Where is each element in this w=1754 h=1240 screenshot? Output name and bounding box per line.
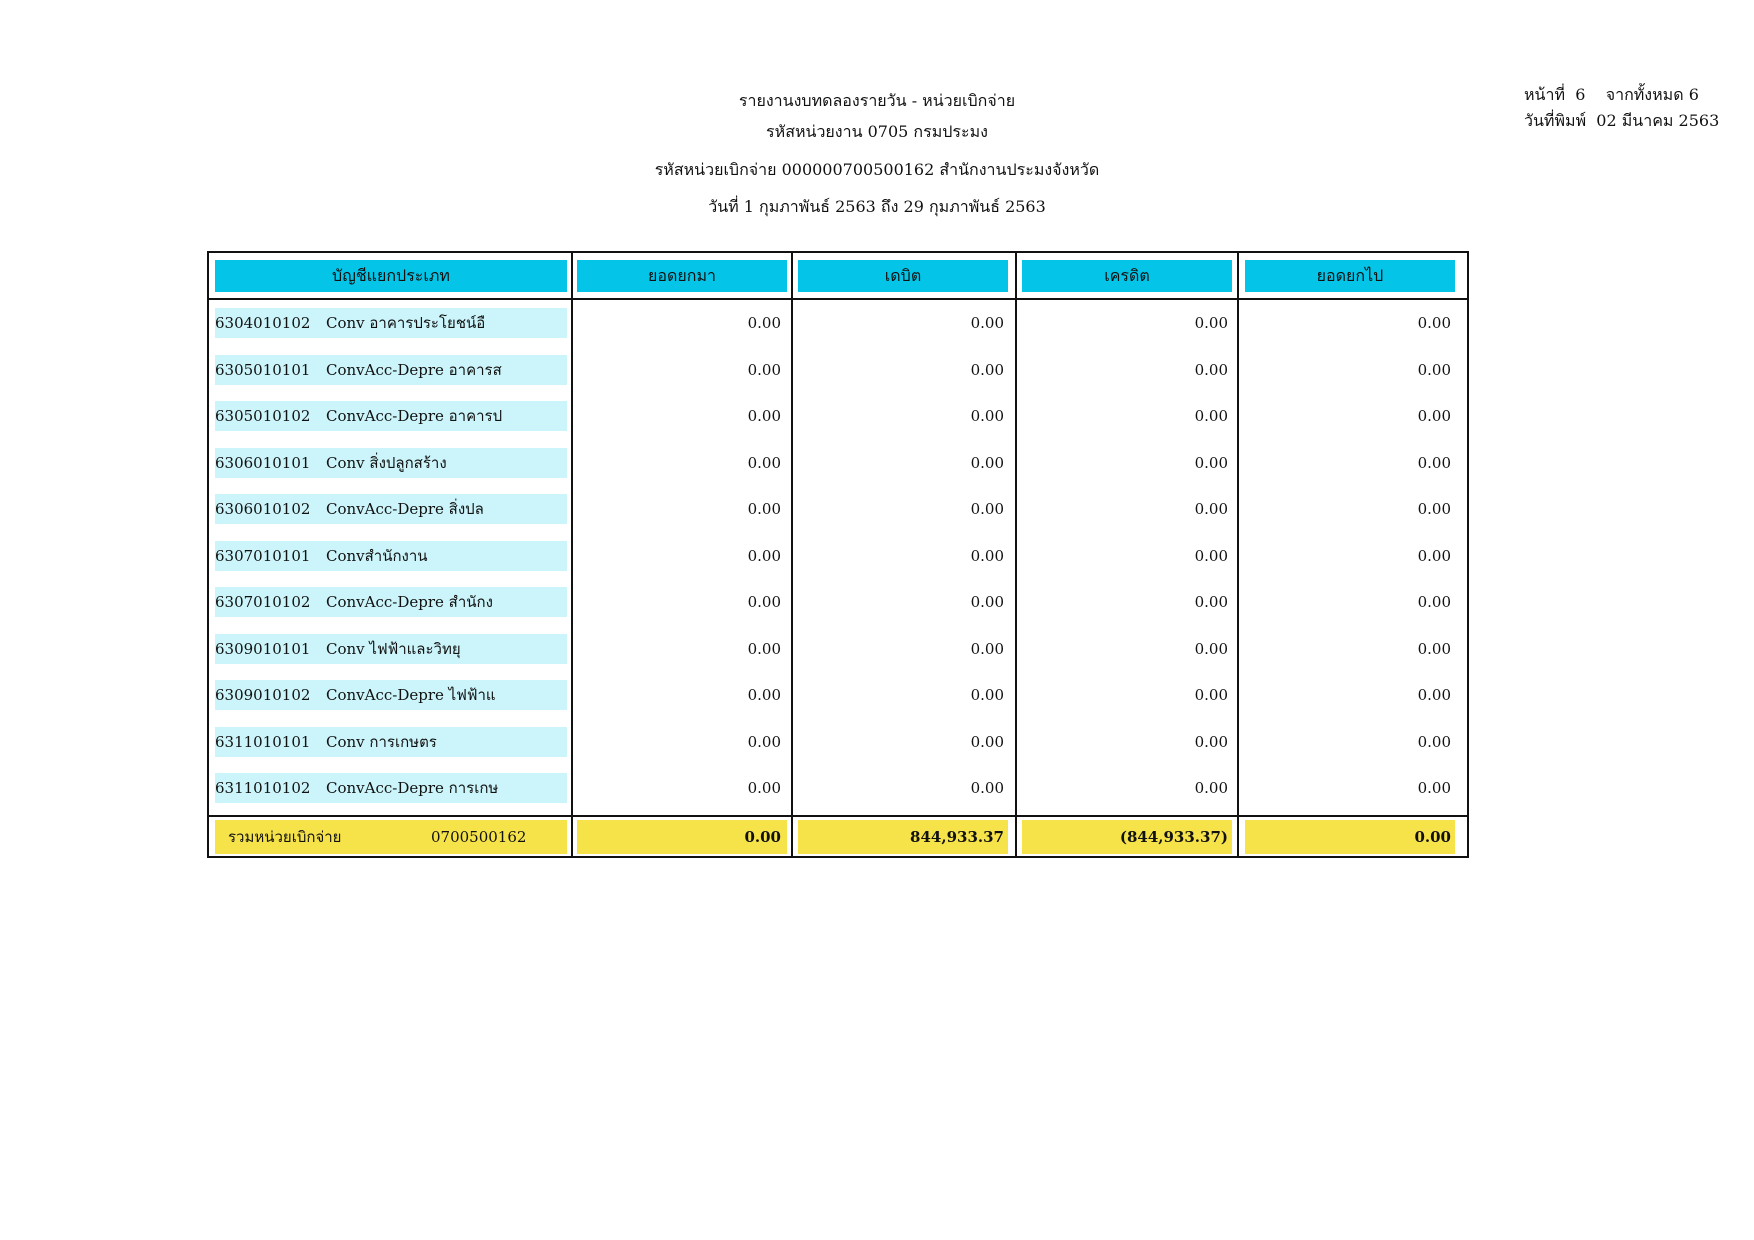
credit-value: 0.00 <box>1194 593 1228 611</box>
table-top-border <box>207 251 1469 253</box>
credit-value: 0.00 <box>1194 407 1228 425</box>
account-code: 6307010101 <box>215 547 311 565</box>
debit-value: 0.00 <box>970 640 1004 658</box>
account-name: ConvAcc-Depre ไฟฟ้าแ <box>326 686 496 704</box>
total-unit-code: 0700500162 <box>431 828 527 846</box>
total-top-border <box>207 815 1469 817</box>
table-row <box>207 541 1469 571</box>
account-code: 6305010101 <box>215 361 311 379</box>
table-row <box>207 494 1469 524</box>
column-header-account: บัญชีแยกประเภท <box>215 260 567 292</box>
credit-value: 0.00 <box>1194 779 1228 797</box>
credit-value: 0.00 <box>1194 686 1228 704</box>
brought-forward-value: 0.00 <box>747 314 781 332</box>
account-code: 6309010101 <box>215 640 311 658</box>
trial-balance-table <box>207 251 1469 858</box>
credit-value: 0.00 <box>1194 314 1228 332</box>
account-name: ConvAcc-Depre สำนักง <box>326 593 493 611</box>
brought-forward-value: 0.00 <box>747 454 781 472</box>
debit-value: 0.00 <box>970 361 1004 379</box>
carried-forward-value: 0.00 <box>1417 500 1451 518</box>
account-code: 6305010102 <box>215 407 311 425</box>
account-code: 6307010102 <box>215 593 311 611</box>
total-label: รวมหน่วยเบิกจ่าย <box>228 828 342 846</box>
brought-forward-value: 0.00 <box>747 733 781 751</box>
brought-forward-value: 0.00 <box>747 779 781 797</box>
account-code: 6306010102 <box>215 500 311 518</box>
total-brought-forward: 0.00 <box>744 828 781 846</box>
account-name: ConvAcc-Depre อาคารส <box>326 361 502 379</box>
debit-value: 0.00 <box>970 779 1004 797</box>
table-bottom-border <box>207 856 1469 858</box>
carried-forward-value: 0.00 <box>1417 407 1451 425</box>
credit-value: 0.00 <box>1194 733 1228 751</box>
brought-forward-value: 0.00 <box>747 407 781 425</box>
debit-value: 0.00 <box>970 593 1004 611</box>
table-row <box>207 587 1469 617</box>
agency-line: รหัสหน่วยงาน 0705 กรมประมง <box>766 122 988 141</box>
brought-forward-value: 0.00 <box>747 500 781 518</box>
disbursement-unit-line: รหัสหน่วยเบิกจ่าย 000000700500162 สำนักงานประมงจังหวัด <box>654 160 1100 179</box>
account-name: Conv ไฟฟ้าและวิทยุ <box>326 640 461 658</box>
debit-value: 0.00 <box>970 733 1004 751</box>
table-row <box>207 680 1469 710</box>
header-bottom-border <box>207 298 1469 300</box>
carried-forward-value: 0.00 <box>1417 779 1451 797</box>
account-name: ConvAcc-Depre การเกษ <box>326 779 499 797</box>
account-code: 6311010102 <box>215 779 311 797</box>
carried-forward-value: 0.00 <box>1417 314 1451 332</box>
brought-forward-value: 0.00 <box>747 547 781 565</box>
debit-value: 0.00 <box>970 500 1004 518</box>
column-header-credit: เครดิต <box>1022 260 1232 292</box>
column-header-carried-forward: ยอดยกไป <box>1245 260 1455 292</box>
debit-value: 0.00 <box>970 314 1004 332</box>
credit-value: 0.00 <box>1194 547 1228 565</box>
column-header-debit: เดบิต <box>798 260 1008 292</box>
table-row <box>207 773 1469 803</box>
debit-value: 0.00 <box>970 686 1004 704</box>
carried-forward-value: 0.00 <box>1417 547 1451 565</box>
debit-value: 0.00 <box>970 407 1004 425</box>
account-name: Conv อาคารประโยชน์อื <box>326 314 486 332</box>
total-credit: (844,933.37) <box>1119 828 1228 846</box>
carried-forward-value: 0.00 <box>1417 733 1451 751</box>
column-header-brought-forward: ยอดยกมา <box>577 260 787 292</box>
account-name: ConvAcc-Depre อาคารป <box>326 407 503 425</box>
report-title: รายงานงบทดลองรายวัน - หน่วยเบิกจ่าย <box>738 91 1016 110</box>
period-line: วันที่ 1 กุมภาพันธ์ 2563 ถึง 29 กุมภาพันธ์ 2563 <box>708 197 1046 216</box>
account-name: ConvAcc-Depre สิ่งปล <box>326 500 484 518</box>
table-row <box>207 727 1469 757</box>
table-row <box>207 634 1469 664</box>
debit-value: 0.00 <box>970 547 1004 565</box>
table-row <box>207 355 1469 385</box>
credit-value: 0.00 <box>1194 361 1228 379</box>
credit-value: 0.00 <box>1194 500 1228 518</box>
credit-value: 0.00 <box>1194 640 1228 658</box>
carried-forward-value: 0.00 <box>1417 361 1451 379</box>
carried-forward-value: 0.00 <box>1417 686 1451 704</box>
brought-forward-value: 0.00 <box>747 686 781 704</box>
table-row <box>207 308 1469 338</box>
table-row <box>207 401 1469 431</box>
carried-forward-value: 0.00 <box>1417 640 1451 658</box>
debit-value: 0.00 <box>970 454 1004 472</box>
total-carried-forward: 0.00 <box>1414 828 1451 846</box>
account-code: 6304010102 <box>215 314 311 332</box>
account-name: Convสำนักงาน <box>326 547 428 565</box>
account-name: Conv สิ่งปลูกสร้าง <box>326 454 447 472</box>
account-code: 6311010101 <box>215 733 311 751</box>
brought-forward-value: 0.00 <box>747 593 781 611</box>
carried-forward-value: 0.00 <box>1417 593 1451 611</box>
carried-forward-value: 0.00 <box>1417 454 1451 472</box>
brought-forward-value: 0.00 <box>747 361 781 379</box>
account-code: 6306010101 <box>215 454 311 472</box>
total-debit: 844,933.37 <box>910 828 1004 846</box>
table-row <box>207 448 1469 478</box>
print-date: วันที่พิมพ์ 02 มีนาคม 2563 <box>1524 111 1720 130</box>
account-code: 6309010102 <box>215 686 311 704</box>
credit-value: 0.00 <box>1194 454 1228 472</box>
brought-forward-value: 0.00 <box>747 640 781 658</box>
account-name: Conv การเกษตร <box>326 733 437 751</box>
page-number: หน้าที่ 6 จากทั้งหมด 6 <box>1524 85 1699 104</box>
